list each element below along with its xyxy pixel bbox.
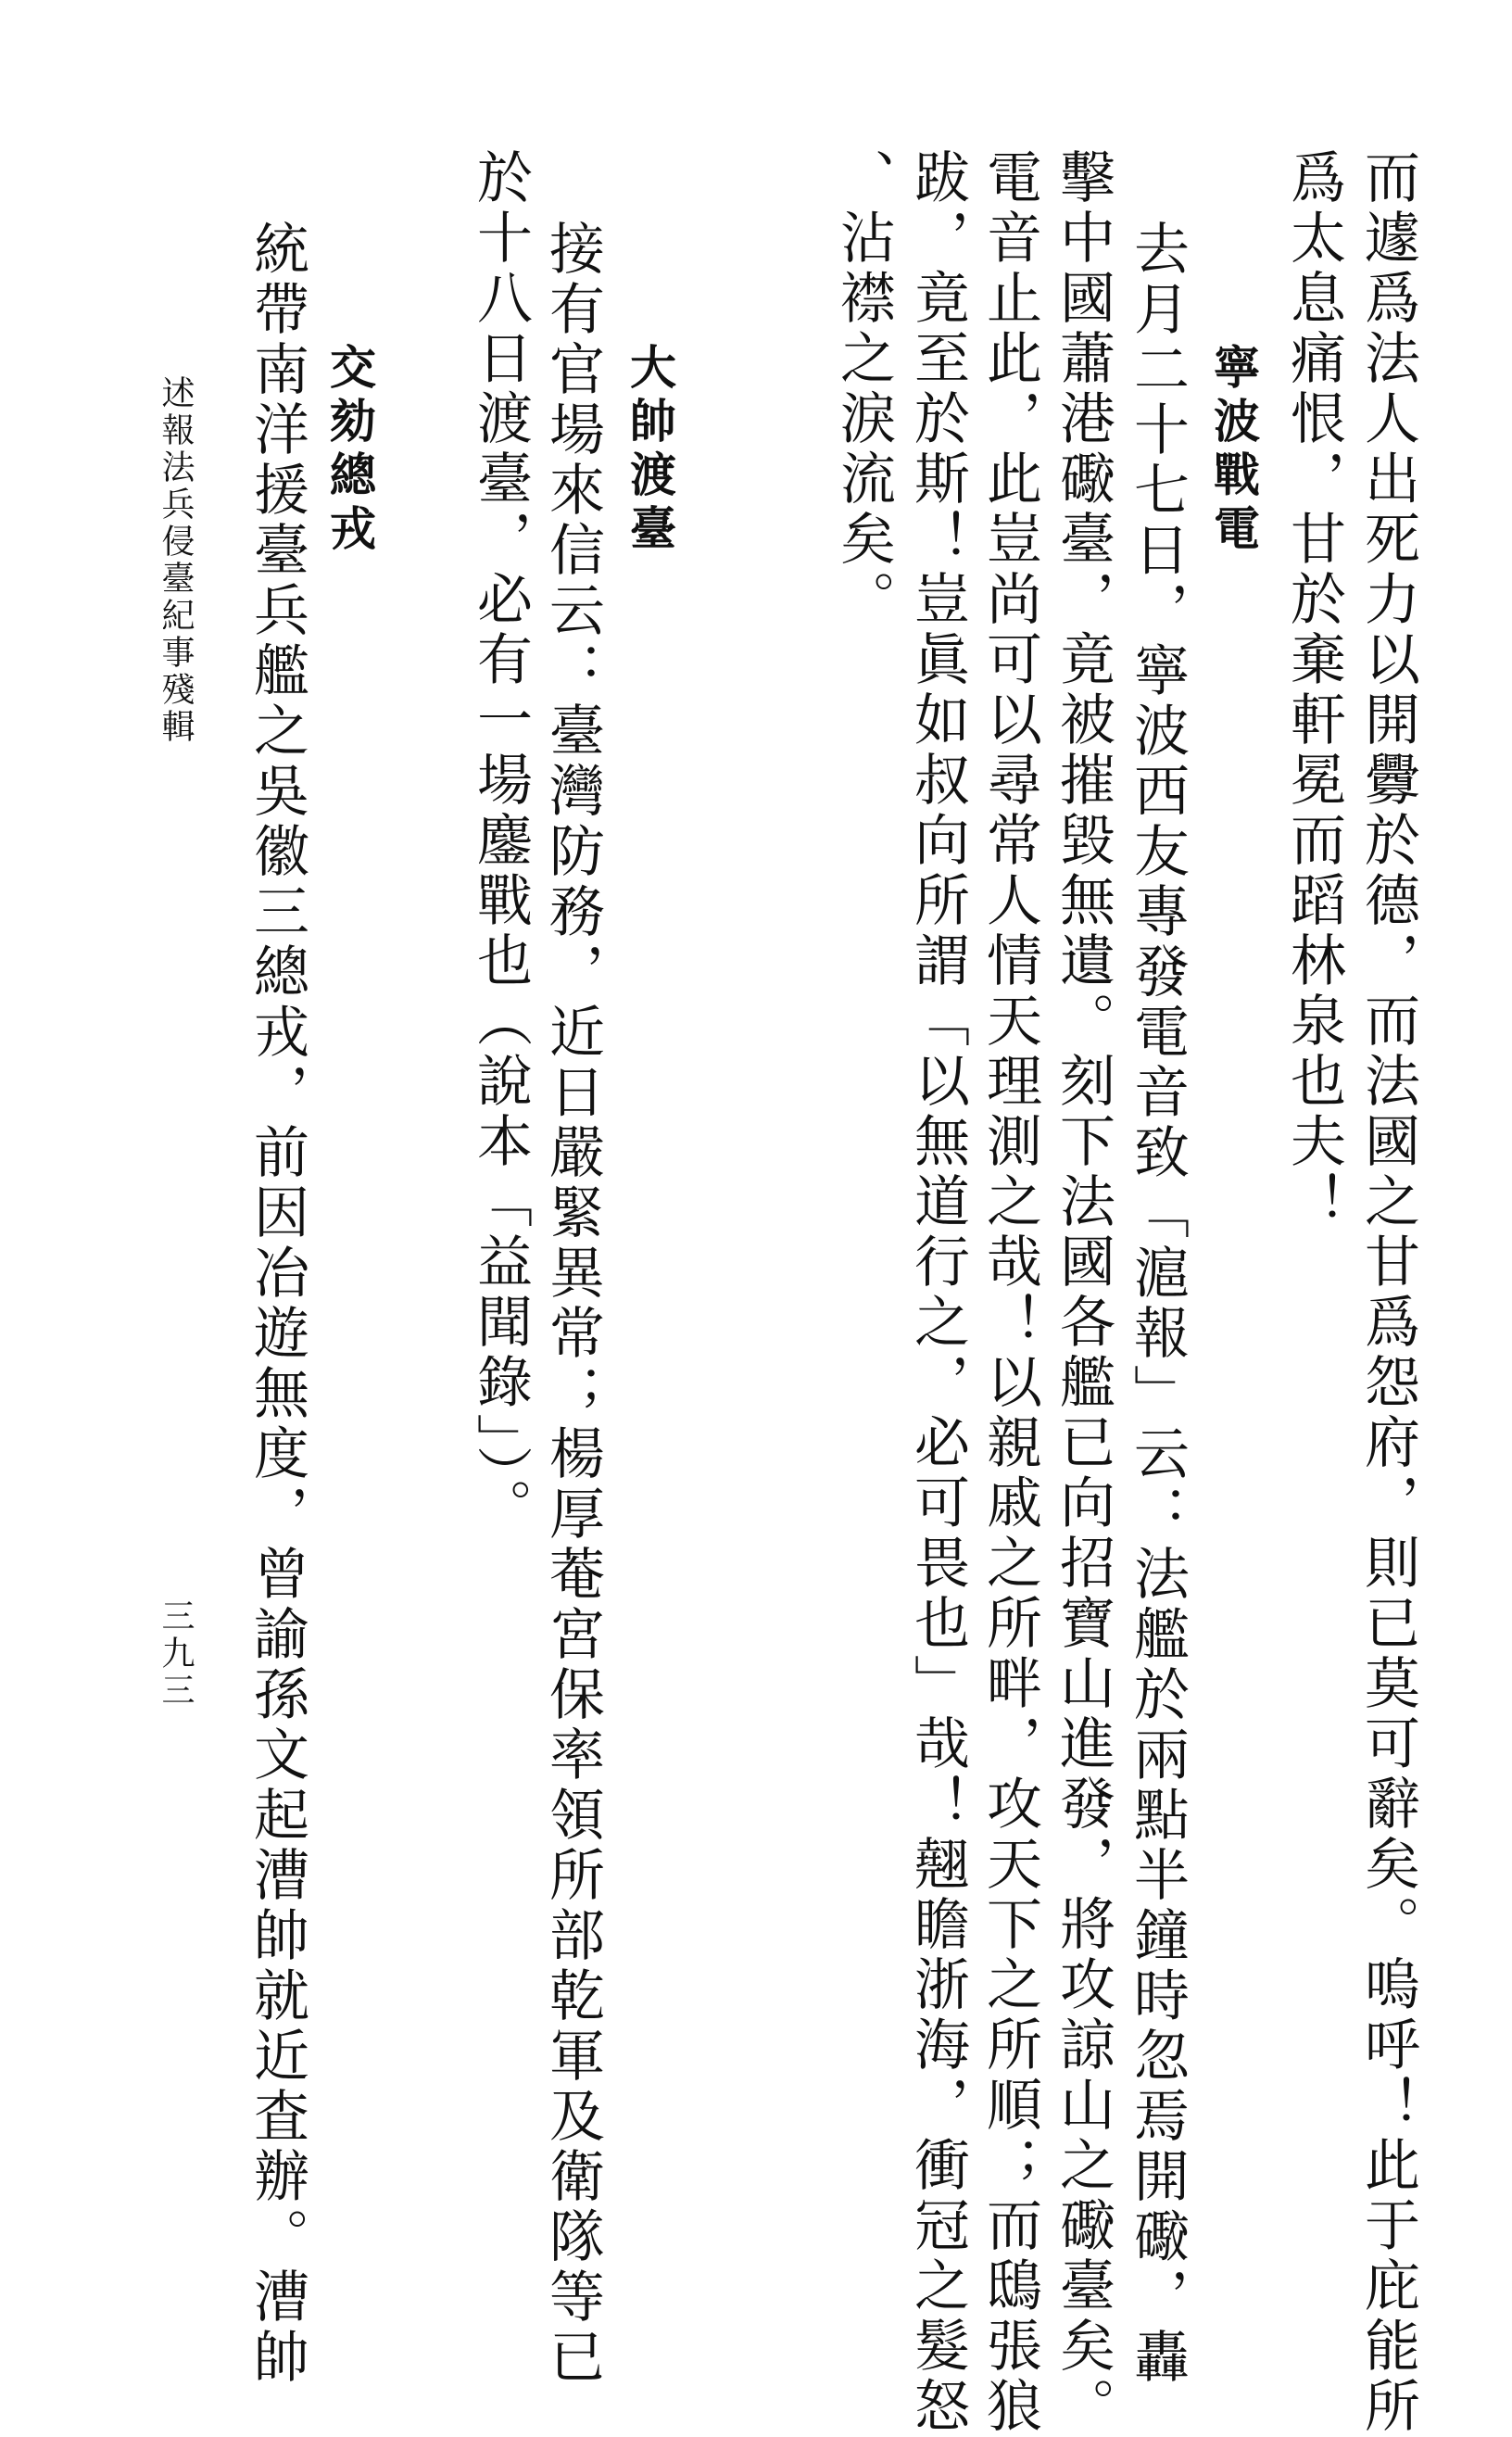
text-column-1: 而遽爲法人出死力以開釁於德，而法國之甘爲怨府，則已莫可辭矣。嗚呼！此于庇能所 xyxy=(1355,148,1420,2437)
text-column-8: 、沾襟之淚流矣。 xyxy=(831,148,896,630)
text-column-5: 擊中國蕭港礮臺，竟被摧毀無遺。刻下法國各艦已向招寶山進發，將攻諒山之礮臺矣。 xyxy=(1051,148,1115,2437)
text-column-11: 於十八日渡臺，必有一場鏖戰也（說本「益聞錄」）。 xyxy=(468,148,533,1538)
text-column-4: 去月二十七日，寧波西友專發電音致「滬報」云：法艦於兩點半鐘時忽焉開礮，轟 xyxy=(1125,220,1190,2388)
text-column-2: 爲太息痛恨，甘於棄軒冕而蹈林泉也夫！ xyxy=(1281,148,1346,1232)
section-heading-commander-crosses: 大帥渡臺 xyxy=(623,343,677,558)
text-column-7: 跋，竟至於斯！豈眞如叔向所謂「以無道行之，必可畏也」哉！翹瞻浙海，衝冠之髮怒 xyxy=(905,148,970,2437)
running-title: 述報法兵侵臺紀事殘輯 xyxy=(157,375,195,746)
section-heading-impeach-commander: 交劾總戎 xyxy=(322,343,377,558)
page-number: 三九三 xyxy=(157,1598,195,1710)
text-column-6: 電音止此，此豈尚可以尋常人情天理測之哉！以親戚之所畔，攻天下之所順；而鴟張狼 xyxy=(977,148,1042,2437)
text-column-10: 接有官場來信云：臺灣防務，近日嚴緊異常；楊厚菴宮保率領所部乾軍及衛隊等已 xyxy=(540,220,605,2388)
section-heading-ningbo-telegram: 寧波戰電 xyxy=(1206,343,1261,558)
text-column-13: 統帶南洋援臺兵艦之吳徽三總戎，前因冶遊無度，曾諭孫文起漕帥就近査辦。漕帥 xyxy=(245,220,309,2388)
